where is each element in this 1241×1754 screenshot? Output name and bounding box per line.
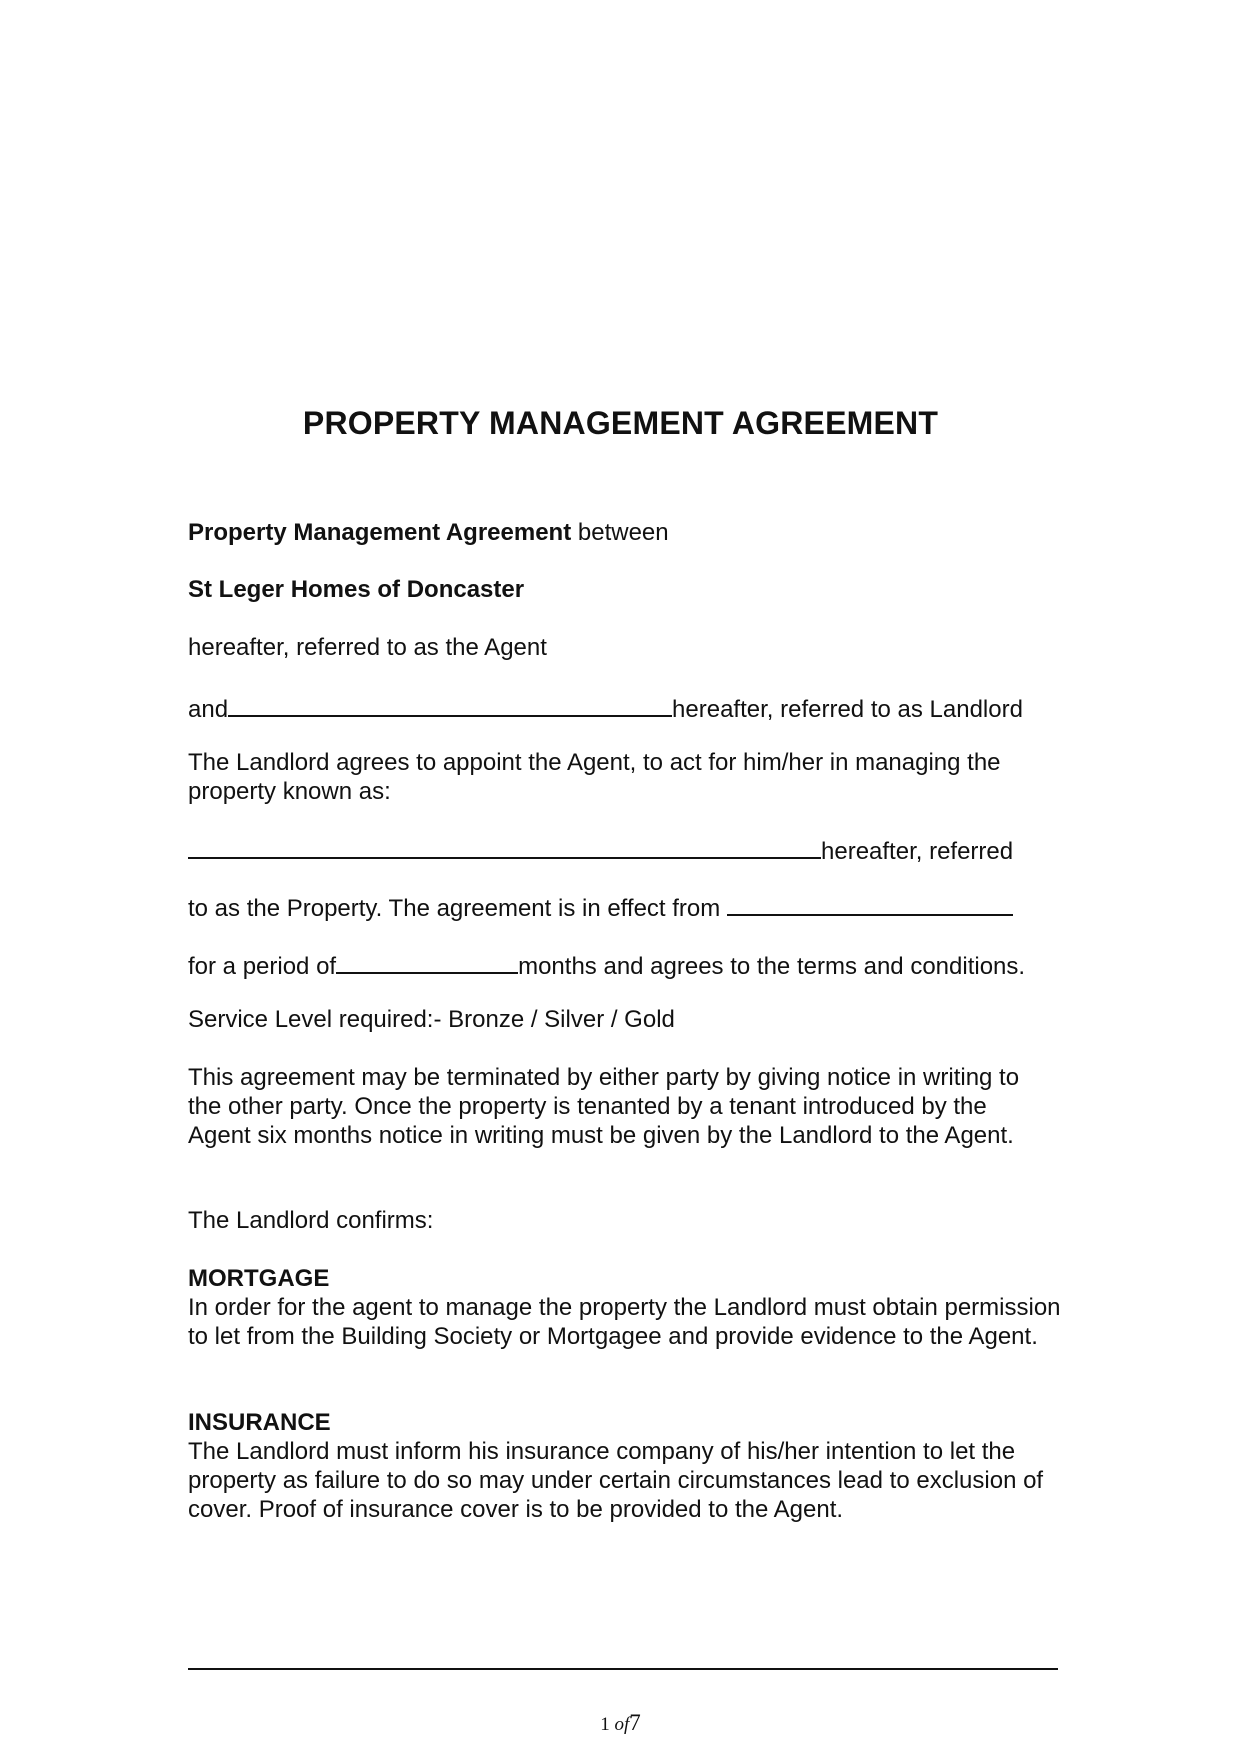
termination-paragraph: This agreement may be terminated by either party by giving notice in writing to the other party. Once the property is tenanted by a tenant introduced by the Agent six months notice in writing must be given by the Landlord to the Agent.: [188, 1064, 1020, 1149]
period-line: [188, 948, 1025, 981]
period-months-blank[interactable]: [336, 948, 518, 974]
landlord-line: [188, 691, 1023, 724]
agent-ref: hereafter, referred to as the Agent: [188, 634, 547, 661]
landlord-ref: hereafter, referred to as Landlord: [672, 696, 1023, 723]
property-ref: hereafter, referred: [821, 838, 1014, 865]
intro-line: [188, 518, 669, 547]
landlord-name-blank[interactable]: [228, 691, 672, 717]
page-total: 7: [629, 1710, 641, 1735]
effect-line: [188, 890, 1013, 923]
insurance-section: [188, 1408, 1068, 1524]
intro-bold: Property Management Agreement: [188, 519, 572, 546]
page-current: 1: [600, 1714, 610, 1735]
appoint-paragraph: The Landlord agrees to appoint the Agent, to act for him/her in managing the property known as:: [188, 749, 1001, 805]
service-level: Service Level required:- Bronze / Silver / Gold: [188, 1006, 675, 1033]
footer-divider: [188, 1668, 1058, 1670]
mortgage-heading: MORTGAGE: [188, 1265, 330, 1292]
page-of: of: [614, 1714, 630, 1735]
start-date-blank[interactable]: [727, 890, 1013, 916]
and-label: and: [188, 696, 229, 723]
effect-text: to as the Property. The agreement is in effect from: [188, 895, 721, 922]
page-number: [0, 1710, 1241, 1736]
period-prefix: for a period of: [188, 953, 337, 980]
mortgage-text: In order for the agent to manage the property the Landlord must obtain permission to let from the Building Society or Mortgagee and provide evidence to the Agent.: [188, 1294, 1061, 1350]
insurance-text: The Landlord must inform his insurance company of his/her intention to let the property as failure to do so may under certain circumstances lead to exclusion of cover. Proof of insurance cover is to be provided to the Agent.: [188, 1438, 1044, 1523]
property-line: [188, 833, 1013, 866]
document-title: PROPERTY MANAGEMENT AGREEMENT: [302, 405, 939, 441]
intro-rest: between: [571, 519, 669, 546]
property-address-blank[interactable]: [188, 833, 821, 859]
period-suffix: months and agrees to the terms and conditions.: [518, 953, 1026, 980]
agent-name: St Leger Homes of Doncaster: [188, 576, 525, 603]
mortgage-section: [188, 1264, 1068, 1351]
insurance-heading: INSURANCE: [188, 1409, 331, 1436]
confirms-line: The Landlord confirms:: [188, 1207, 434, 1234]
